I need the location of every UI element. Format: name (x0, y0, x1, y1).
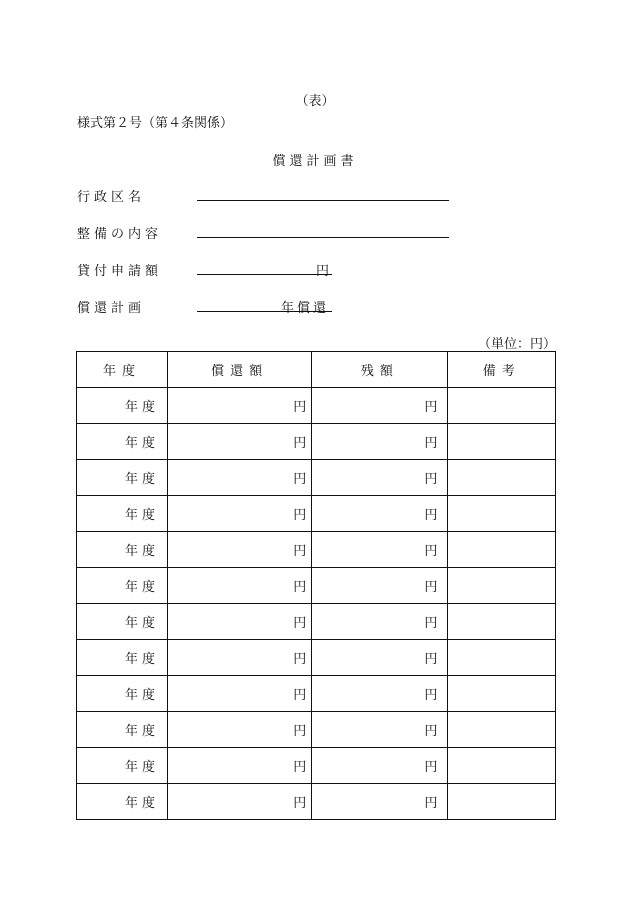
field-line-district[interactable] (197, 199, 449, 201)
year-cell: 年度 (77, 496, 168, 532)
field-label-repayment-plan: 償還計画 (77, 301, 146, 316)
repayment-amount-cell[interactable]: 円 (167, 712, 311, 748)
balance-cell[interactable]: 円 (312, 604, 448, 640)
table-row (77, 568, 556, 604)
repayment-plan-suffix: 年償還 (281, 301, 330, 316)
remarks-cell[interactable] (448, 496, 556, 532)
balance-cell[interactable]: 円 (312, 748, 448, 784)
remarks-cell[interactable] (448, 748, 556, 784)
remarks-cell[interactable] (448, 712, 556, 748)
repayment-amount-cell[interactable]: 円 (167, 676, 311, 712)
field-line-loan-amount[interactable] (197, 273, 332, 275)
balance-cell[interactable]: 円 (312, 424, 448, 460)
balance-cell[interactable]: 円 (312, 460, 448, 496)
remarks-cell[interactable] (448, 640, 556, 676)
table-row (77, 604, 556, 640)
remarks-cell[interactable] (448, 676, 556, 712)
field-line-content[interactable] (197, 236, 449, 238)
table-row (77, 460, 556, 496)
field-label-district: 行政区名 (77, 190, 146, 205)
year-cell: 年度 (77, 604, 168, 640)
loan-amount-suffix: 円 (316, 264, 333, 279)
table-row (77, 496, 556, 532)
field-label-content: 整備の内容 (77, 227, 163, 242)
table-marker-note: （表） (295, 94, 335, 109)
year-cell: 年度 (77, 568, 168, 604)
header-year: 年度 (77, 352, 168, 388)
balance-cell[interactable]: 円 (312, 388, 448, 424)
year-cell: 年度 (77, 424, 168, 460)
balance-cell[interactable]: 円 (312, 640, 448, 676)
year-cell: 年度 (77, 532, 168, 568)
table-row (77, 676, 556, 712)
year-cell: 年度 (77, 784, 168, 820)
repayment-amount-cell[interactable]: 円 (167, 640, 311, 676)
remarks-cell[interactable] (448, 424, 556, 460)
remarks-cell[interactable] (448, 388, 556, 424)
unit-label: （単位：円） (478, 337, 557, 352)
header-balance: 残額 (312, 352, 448, 388)
repayment-amount-cell[interactable]: 円 (167, 532, 311, 568)
document-title: 償還計画書 (272, 154, 358, 169)
table-row (77, 784, 556, 820)
remarks-cell[interactable] (448, 460, 556, 496)
header-remarks: 備考 (448, 352, 556, 388)
table-row (77, 748, 556, 784)
balance-cell[interactable]: 円 (312, 568, 448, 604)
repayment-amount-cell[interactable]: 円 (167, 748, 311, 784)
balance-cell[interactable]: 円 (312, 676, 448, 712)
balance-cell[interactable]: 円 (312, 532, 448, 568)
table-row (77, 532, 556, 568)
table-row (77, 424, 556, 460)
repayment-amount-cell[interactable]: 円 (167, 784, 311, 820)
repayment-amount-cell[interactable]: 円 (167, 568, 311, 604)
table-row (77, 640, 556, 676)
repayment-table (76, 351, 556, 820)
repayment-amount-cell[interactable]: 円 (167, 604, 311, 640)
balance-cell[interactable]: 円 (312, 712, 448, 748)
header-repayment-amount: 償還額 (167, 352, 311, 388)
repayment-amount-cell[interactable]: 円 (167, 496, 311, 532)
table-row (77, 388, 556, 424)
remarks-cell[interactable] (448, 568, 556, 604)
balance-cell[interactable]: 円 (312, 784, 448, 820)
remarks-cell[interactable] (448, 532, 556, 568)
form-number: 様式第２号（第４条関係） (77, 116, 234, 131)
repayment-amount-cell[interactable]: 円 (167, 388, 311, 424)
year-cell: 年度 (77, 748, 168, 784)
year-cell: 年度 (77, 640, 168, 676)
repayment-amount-cell[interactable]: 円 (167, 424, 311, 460)
year-cell: 年度 (77, 460, 168, 496)
year-cell: 年度 (77, 712, 168, 748)
field-label-loan-amount: 貸付申請額 (77, 264, 163, 279)
remarks-cell[interactable] (448, 784, 556, 820)
year-cell: 年度 (77, 388, 168, 424)
table-row (77, 712, 556, 748)
balance-cell[interactable]: 円 (312, 496, 448, 532)
remarks-cell[interactable] (448, 604, 556, 640)
table-header-row (77, 352, 556, 388)
repayment-amount-cell[interactable]: 円 (167, 460, 311, 496)
year-cell: 年度 (77, 676, 168, 712)
